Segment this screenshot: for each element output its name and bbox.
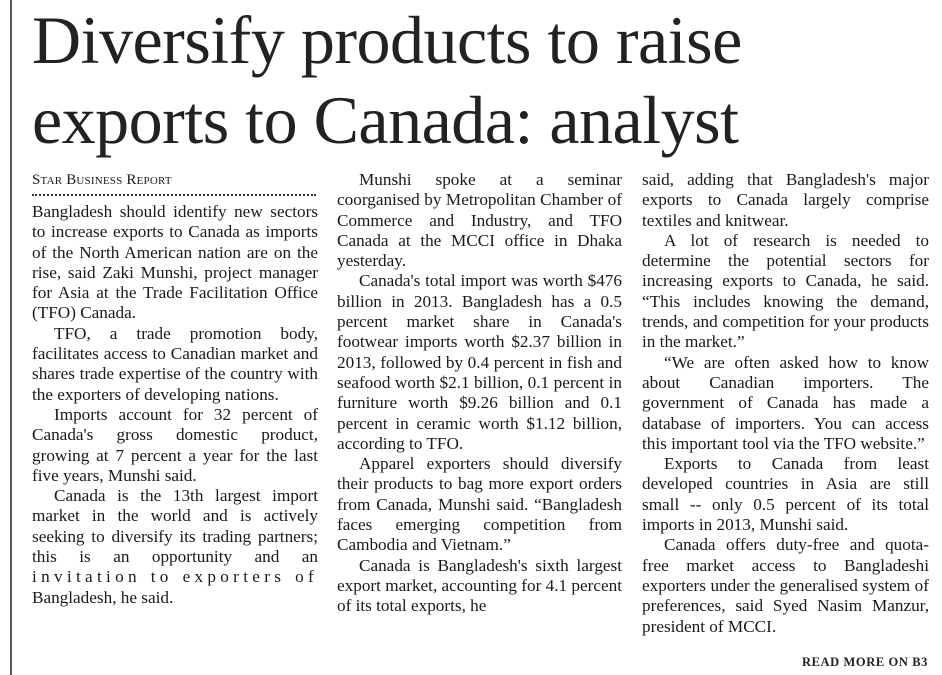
- byline: Star Business Report: [32, 172, 172, 188]
- paragraph: Bangladesh should identify new sectors to increase exports to Canada as imports of the North American nation are on the rise, said Zaki Munshi, project manager for Asia at the Trade Facilitation Office (TFO) Canada.: [32, 202, 318, 323]
- paragraph: Canada's total import was worth $476 billion in 2013. Bangladesh has a 0.5 percent market share in Canada's footwear imports worth $2.37 billion in 2013, followed by 0.4 percent in fish and seafood worth $2.1 billion, 0.1 percent in furniture worth $9.26 billion and 0.1 percent in ceramic worth $1.12 billion, according to TFO.: [337, 271, 622, 453]
- paragraph-text: Canada is the 13th largest import market in the world and is actively seeking to diversify its trading partners; this is an opportunity and an: [32, 486, 318, 567]
- paragraph: TFO, a trade promotion body, facilitates access to Canadian market and shares trade expertise of the country with the exporters of developing nations.: [32, 323, 318, 404]
- paragraph: Exports to Canada from least developed countries in Asia are still small -- only 0.5 percent of its total imports in 2013, Munshi said.: [642, 454, 929, 535]
- read-more-link[interactable]: READ MORE ON B3: [801, 655, 928, 669]
- paragraph: said, adding that Bangladesh's major exports to Canada largely comprise textiles and knitwear.: [642, 170, 929, 230]
- headline-line-2: exports to Canada: analyst: [32, 82, 739, 158]
- dotted-divider: [32, 194, 316, 196]
- paragraph-text-spaced: invitation to exporters of: [32, 567, 318, 587]
- article-column-2: [337, 170, 622, 675]
- paragraph: A lot of research is needed to determine the potential sectors for increasing exports to Canada, he said. “This includes knowing the demand, trends, and competition for your products in the market.”: [642, 230, 929, 352]
- paragraph: “We are often asked how to know about Canadian importers. The government of Canada has made a database of importers. You can access this important tool via the TFO website.”: [642, 352, 929, 453]
- paragraph: Canada is Bangladesh's sixth largest export market, accounting for 4.1 percent of its total exports, he: [337, 555, 622, 616]
- paragraph: Munshi spoke at a seminar coorganised by Metropolitan Chamber of Commerce and Industry, and TFO Canada at the MCCI office in Dhaka yesterday.: [337, 170, 622, 271]
- paragraph: [32, 486, 318, 608]
- paragraph: Canada offers duty-free and quota-free market access to Bangladeshi exporters under the generalised system of preferences, said Syed Nasim Manzur, president of MCCI.: [642, 535, 929, 636]
- headline: [32, 0, 932, 160]
- paragraph-text: Bangladesh, he said.: [32, 587, 174, 607]
- paragraph: Apparel exporters should diversify their products to bag more export orders from Canada, Munshi said. “Bangladesh faces emerging competition from Cambodia and Vietnam.”: [337, 454, 622, 555]
- paragraph: Imports account for 32 percent of Canada's gross domestic product, growing at 7 percent a year for the last five years, Munshi said.: [32, 404, 318, 485]
- headline-line-1: Diversify products to raise: [32, 2, 742, 78]
- article-column-3: [642, 170, 929, 675]
- column-rule: [10, 0, 12, 675]
- article-column-1: [32, 170, 318, 675]
